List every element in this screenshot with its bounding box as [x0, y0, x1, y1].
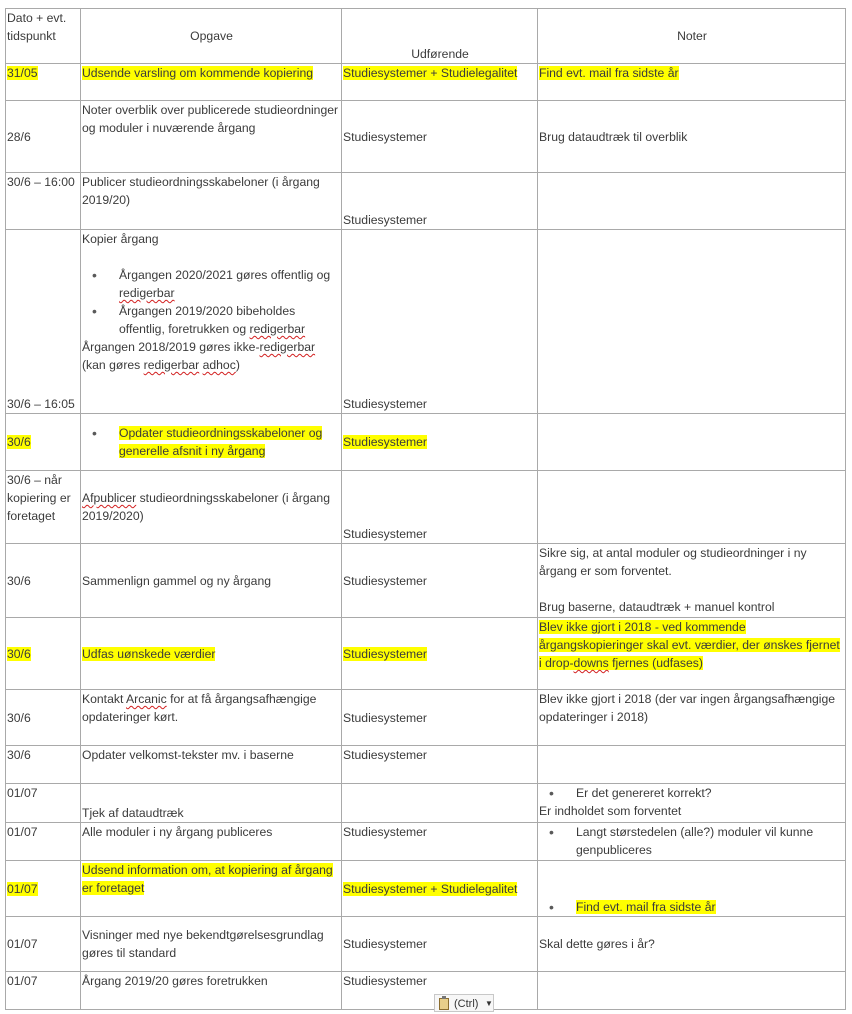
cell-noter: [538, 414, 846, 471]
table-row: [6, 544, 846, 618]
table-row: [6, 173, 846, 230]
table-row: [6, 618, 846, 690]
chevron-down-icon: ▼: [485, 999, 493, 1008]
cell-dato: 01/07: [6, 917, 81, 972]
cell-opgave: [81, 230, 342, 414]
header-udforende: Udførende: [342, 9, 538, 64]
cell-udforende: [342, 784, 538, 823]
cell-noter: [538, 746, 846, 784]
cell-noter: Skal dette gøres i år?: [538, 917, 846, 972]
cell-opgave: Årgang 2019/20 gøres foretrukken: [81, 972, 342, 1010]
cell-opgave: Udsend information om, at kopiering af årgang er foretaget: [82, 863, 333, 895]
table-row: [6, 101, 846, 173]
table-row: [6, 972, 846, 1010]
cell-udforende: Studiesystemer: [343, 646, 427, 661]
cell-dato: 30/6: [6, 690, 81, 746]
cell-udforende: Studiesystemer: [342, 972, 538, 1010]
cell-opgave: Sammenlign gammel og ny årgang: [81, 544, 342, 618]
table-row: [6, 471, 846, 544]
cell-noter: Sikre sig, at antal moduler og studieordninger i ny årgang er som forventet. Brug baserne, dataudtræk + manuel kontrol: [538, 544, 846, 618]
header-opgave: Opgave: [81, 9, 342, 64]
cell-opgave: Udfas uønskede værdier: [82, 646, 216, 661]
cell-noter: [538, 471, 846, 544]
cell-opgave: Alle moduler i ny årgang publiceres: [81, 823, 342, 861]
cell-udforende: Studiesystemer: [342, 746, 538, 784]
header-dato: Dato + evt. tidspunkt: [6, 9, 81, 64]
table-row: [6, 414, 846, 471]
list-item: • Find evt. mail fra sidste år: [539, 898, 845, 916]
table-row: [6, 823, 846, 861]
bullet-list: [539, 784, 845, 802]
cell-dato: 28/6: [6, 101, 81, 173]
cell-udforende: Studiesystemer: [343, 435, 427, 449]
cell-noter: Brug dataudtræk til overblik: [538, 101, 846, 173]
cell-udforende: Studiesystemer: [342, 471, 538, 544]
cell-dato: 30/6: [6, 746, 81, 784]
bullet-list: [82, 266, 341, 338]
cell-dato: 30/6 – 16:00: [6, 173, 81, 230]
table-row: [6, 784, 846, 823]
cell-noter: • Er det genereret korrekt? Er indholdet som forventet: [538, 784, 846, 823]
cell-udforende: Studiesystemer: [342, 101, 538, 173]
cell-udforende: Studiesystemer: [342, 690, 538, 746]
cell-dato: 30/6 – når kopiering er foretaget: [6, 471, 81, 544]
cell-noter: Blev ikke gjort i 2018 - ved kommende årgangskopieringer skal evt. værdier, der ønskes fjernet i drop-downs fjernes (udfases): [538, 618, 846, 690]
cell-dato: 01/07: [6, 784, 81, 823]
cell-udforende: Studiesystemer: [342, 173, 538, 230]
table-row: [6, 690, 846, 746]
cell-dato: 30/6: [7, 435, 31, 449]
cell-noter: Find evt. mail fra sidste år: [539, 66, 679, 80]
cell-udforende: Studiesystemer: [342, 230, 538, 414]
paste-options-label: (Ctrl): [454, 998, 479, 1010]
cell-udforende: Studiesystemer + Studielegalitet: [343, 66, 518, 80]
cell-opgave: Publicer studieordningsskabeloner (i årgang 2019/20): [81, 173, 342, 230]
cell-noter: [538, 173, 846, 230]
cell-dato: 30/6: [6, 544, 81, 618]
cell-dato: 31/05: [7, 66, 38, 80]
cell-dato: 30/6: [7, 646, 31, 661]
cell-dato: 01/07: [7, 881, 38, 896]
cell-noter: Blev ikke gjort i 2018 (der var ingen årgangsafhængige opdateringer i 2018): [538, 690, 846, 746]
task-table: [5, 8, 846, 1010]
header-noter: Noter: [538, 9, 846, 64]
cell-opgave: Noter overblik over publicerede studieordninger og moduler i nuværende årgang: [81, 101, 342, 173]
list-item: • Langt størstedelen (alle?) moduler vil kunne genpubliceres: [539, 823, 845, 859]
cell-noter: [538, 230, 846, 414]
cell-udforende: Studiesystemer: [342, 917, 538, 972]
cell-opgave: Visninger med nye bekendtgørelsesgrundlag gøres til standard: [81, 917, 342, 972]
list-item: • Er det genereret korrekt?: [539, 784, 845, 802]
paste-options-button[interactable]: [434, 994, 494, 1012]
list-item: • Opdater studieordningsskabeloner og generelle afsnit i ny årgang: [82, 424, 341, 460]
cell-dato: 01/07: [6, 972, 81, 1010]
table-row: [6, 64, 846, 101]
bullet-list: [82, 424, 341, 460]
table-row: [6, 230, 846, 414]
table-row: [6, 861, 846, 917]
cell-udforende: Studiesystemer + Studielegalitet: [343, 881, 518, 896]
opgave-tail: Årgangen 2018/2019 gøres ikke-redigerbar (kan gøres redigerbar adhoc): [82, 340, 316, 372]
bullet-list: [539, 823, 845, 859]
list-item: • Årgangen 2020/2021 gøres offentlig og redigerbar: [82, 266, 341, 302]
cell-opgave: Opdater velkomst-tekster mv. i baserne: [81, 746, 342, 784]
cell-dato: 01/07: [6, 823, 81, 861]
cell-dato: 30/6 – 16:05: [6, 230, 81, 414]
list-item: • Årgangen 2019/2020 bibeholdes offentlig, foretrukken og redigerbar: [82, 302, 341, 338]
bullet-list: [539, 898, 845, 916]
table-row: [6, 917, 846, 972]
cell-opgave: Tjek af dataudtræk: [81, 784, 342, 823]
table-row: [6, 746, 846, 784]
cell-udforende: Studiesystemer: [342, 544, 538, 618]
cell-opgave: Udsende varsling om kommende kopiering: [82, 66, 314, 80]
cell-noter: [538, 823, 846, 861]
clipboard-icon: [439, 998, 449, 1010]
opgave-title: Kopier årgang: [82, 232, 159, 246]
cell-noter: [538, 972, 846, 1010]
cell-opgave: Afpublicer studieordningsskabeloner (i årgang 2019/2020): [81, 471, 342, 544]
cell-opgave: Kontakt Arcanic for at få årgangsafhængige opdateringer kørt.: [81, 690, 342, 746]
cell-udforende: Studiesystemer: [342, 823, 538, 861]
header-row: [6, 9, 846, 64]
